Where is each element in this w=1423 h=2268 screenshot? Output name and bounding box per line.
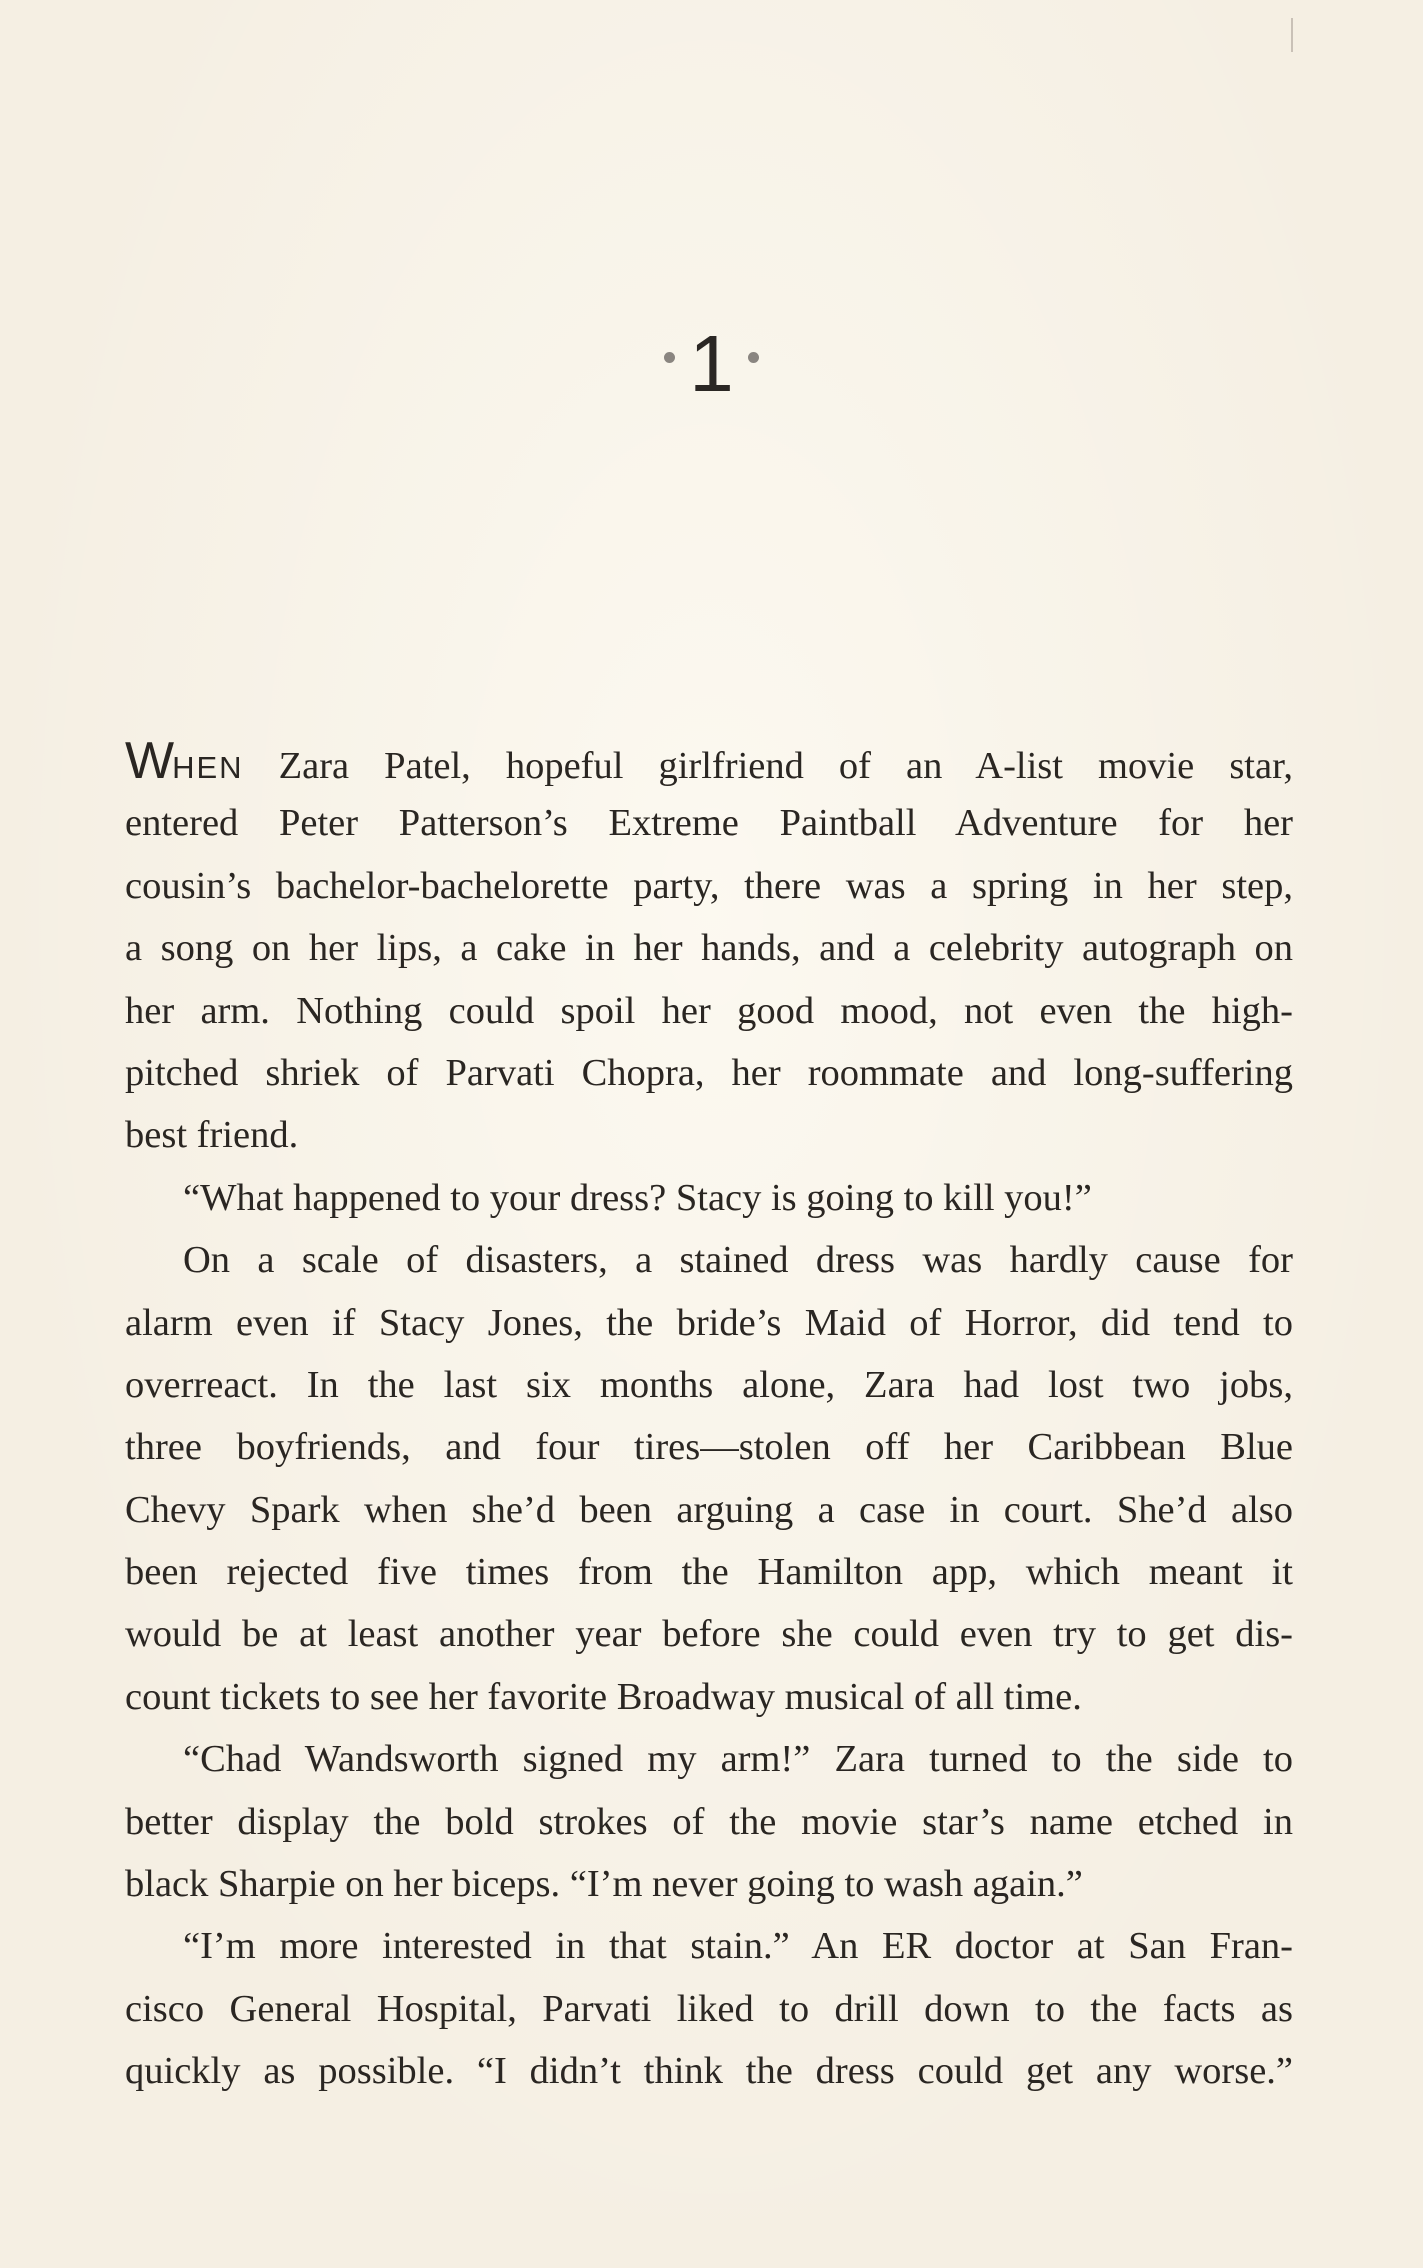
text-line: On a scale of disasters, a stained dress was hardly cause for [183,1239,1293,1282]
small-caps-word: HEN [172,750,244,785]
text-line: count tickets to see her favorite Broadway musical of all time. [125,1675,1082,1718]
text-line: best friend. [125,1114,299,1157]
text-line: would be at least another year before she could even try to get dis- [125,1613,1293,1656]
text-line-opening [125,730,1293,792]
text-line: cousin’s bachelor-bachelorette party, there was a spring in her step, [125,864,1293,907]
text-line: alarm even if Stacy Jones, the bride’s Maid of Horror, did tend to [125,1301,1293,1344]
text-line: been rejected five times from the Hamilton app, which meant it [125,1551,1293,1594]
chapter-body-text [125,730,1293,2103]
text-line: a song on her lips, a cake in her hands, and a celebrity autograph on [125,927,1293,970]
chapter-heading [0,318,1423,408]
text-line: Chevy Spark when she’d been arguing a case in court. She’d also [125,1488,1293,1531]
text-line: her arm. Nothing could spoil her good mood, not even the high- [125,989,1293,1032]
text-line: “I’m more interested in that stain.” An ER doctor at San Fran- [183,1925,1293,1968]
text-line: “What happened to your dress? Stacy is going to kill you!” [183,1176,1092,1219]
text-line: cisco General Hospital, Parvati liked to drill down to the facts as [125,1987,1293,2030]
ornament-dot-right-icon [748,352,759,363]
drop-cap-letter: W [125,732,173,790]
text-line: pitched shriek of Parvati Chopra, her roommate and long-suffering [125,1051,1293,1094]
text-line: black Sharpie on her biceps. “I’m never going to wash again.” [125,1863,1083,1906]
chapter-number: 1 [689,318,734,408]
text-line-opening-rest: Zara Patel, hopeful girlfriend of an A-list movie star, [243,745,1293,787]
text-line: “Chad Wandsworth signed my arm!” Zara turned to the side to [183,1738,1293,1781]
ornament-dot-left-icon [664,352,675,363]
text-line: entered Peter Patterson’s Extreme Paintball Adventure for her [125,802,1293,845]
text-line: three boyfriends, and four tires—stolen off her Caribbean Blue [125,1426,1293,1469]
page-edge-mark [1291,18,1293,52]
text-line: quickly as possible. “I didn’t think the dress could get any worse.” [125,2050,1293,2093]
text-line: overreact. In the last six months alone, Zara had lost two jobs, [125,1363,1293,1406]
text-line: better display the bold strokes of the movie star’s name etched in [125,1800,1293,1843]
